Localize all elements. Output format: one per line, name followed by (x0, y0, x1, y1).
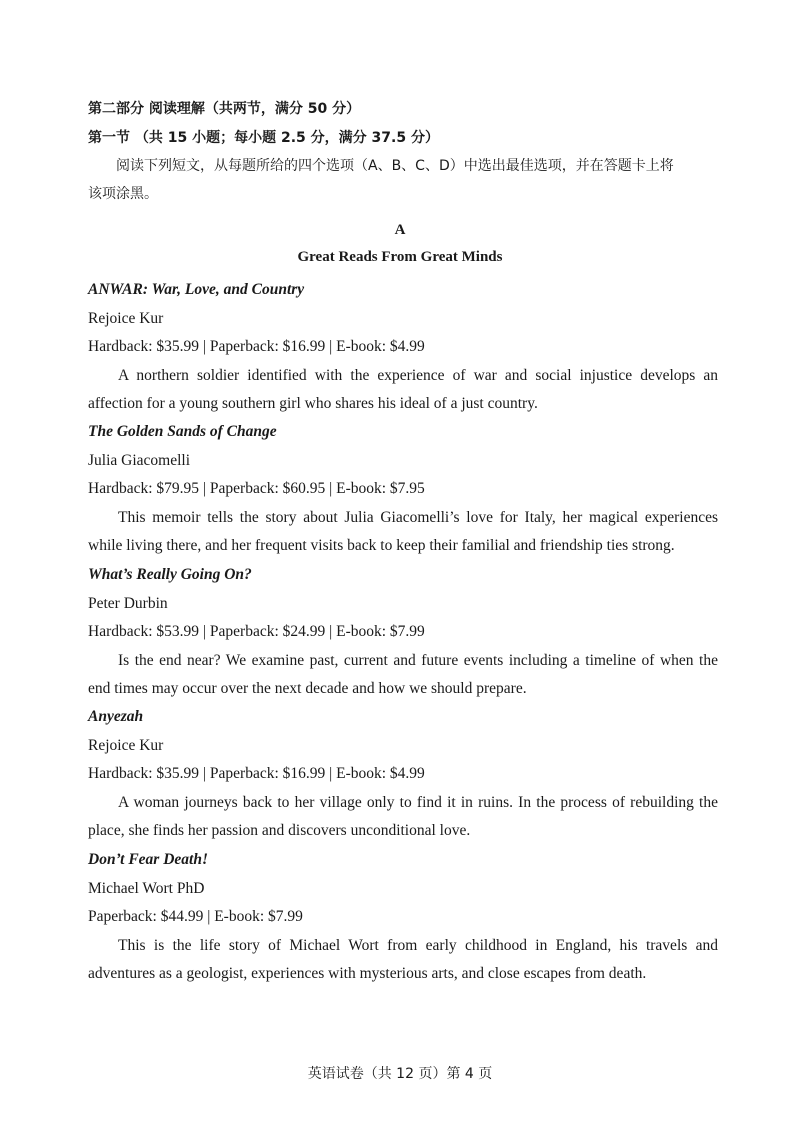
book-title: The Golden Sands of Change (88, 423, 277, 440)
book-entry-5 (88, 846, 718, 989)
book-description: A woman journeys back to her village only to find it in ruins. In the process of rebuilding the place, she finds her passion and discovers unconditional love. (88, 793, 718, 839)
page-footer: 英语试卷（共 12 页）第 4 页 (307, 1066, 493, 1082)
passage-label: A (394, 222, 406, 238)
book-entry-1 (88, 276, 718, 419)
book-author: Julia Giacomelli (88, 451, 191, 469)
book-description: This is the life story of Michael Wort from early childhood in England, his travels and adventures as a geologist, experiences with mysterious arts, and close escapes from death. (88, 936, 718, 982)
book-title: Anyezah (88, 708, 144, 725)
book-author: Rejoice Kur (88, 736, 164, 754)
book-title: What’s Really Going On? (88, 566, 252, 583)
book-description: This memoir tells the story about Julia Giacomelli’s love for Italy, her magical experiences while living there, and her frequent visits back to keep their familial and friendship ties strong. (88, 508, 718, 554)
book-description: A northern soldier identified with the experience of war and social injustice develops an affection for a young southern girl who shares his ideal of a just country. (88, 366, 718, 412)
instructions-line-2: 该项涂黑。 (88, 186, 158, 202)
subsection-header: 第一节 （共 15 小题；每小题 2.5 分，满分 37.5 分） (88, 130, 439, 146)
book-title: ANWAR: War, Love, and Country (88, 281, 305, 298)
book-prices: Hardback: $79.95 | Paperback: $60.95 | E-book: $7.95 (88, 480, 425, 497)
book-description: Is the end near? We examine past, current and future events including a timeline of when the end times may occur over the next decade and how we should prepare. (88, 651, 718, 697)
book-prices: Hardback: $53.99 | Paperback: $24.99 | E-book: $7.99 (88, 623, 425, 640)
section-header: 第二部分 阅读理解（共两节，满分 50 分） (88, 101, 361, 117)
instructions-line-1: 阅读下列短文，从每题所给的四个选项（A、B、C、D）中选出最佳选项，并在答题卡上将 (116, 158, 674, 174)
book-prices: Hardback: $35.99 | Paperback: $16.99 | E-book: $4.99 (88, 338, 425, 355)
book-entry-3 (88, 561, 718, 704)
book-author: Peter Durbin (88, 594, 168, 612)
book-prices: Hardback: $35.99 | Paperback: $16.99 | E-book: $4.99 (88, 765, 425, 782)
book-title: Don’t Fear Death! (88, 851, 208, 868)
book-prices: Paperback: $44.99 | E-book: $7.99 (88, 908, 303, 925)
book-author: Rejoice Kur (88, 309, 164, 327)
passage-title: Great Reads From Great Minds (297, 249, 503, 265)
book-entry-2 (88, 418, 718, 561)
book-entry-4 (88, 703, 718, 846)
book-author: Michael Wort PhD (88, 879, 205, 897)
instructions (88, 152, 718, 208)
